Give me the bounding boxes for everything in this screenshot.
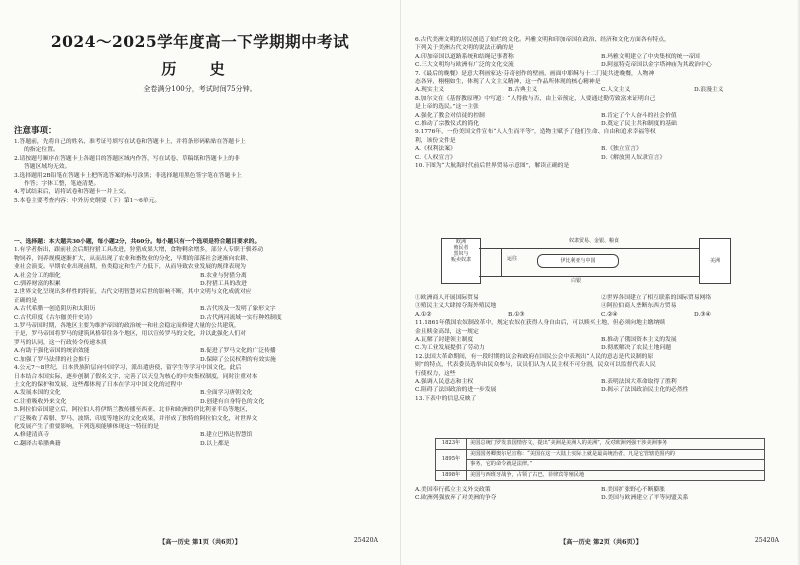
option: ①欧洲商人开展国际贸易	[415, 295, 479, 301]
option: B.全面学习唐朝文化	[200, 390, 253, 397]
diagram-bottom-arrow	[479, 276, 699, 277]
option: B.农业与狩猎分离	[200, 272, 247, 279]
question-text: 利，该份文件是	[415, 137, 456, 144]
option: B.①③	[508, 311, 525, 318]
question-text: 12.法国大革命期间，有一段时期的议会和政府在国民公会中表现出“人民的意志是代议制的原	[415, 353, 654, 360]
question-text: 9.1776年，一份美国文件宣布“人人生而平等”，造物主赋予了他们生命、自由和追求幸福等权	[415, 129, 656, 136]
diagram-vertical-line	[501, 248, 502, 276]
option: ③殖民主义大肆掠夺海外殖民地	[415, 303, 497, 310]
question-text: 土文化的保护和发展，这些都体现了日本在学习中国文化的过程中	[14, 381, 183, 388]
question-text: 5.阿拉伯帝国建立后，阿拉伯人将伊斯兰教传播至西亚、北非和欧洲的伊比利亚半岛等地区，	[14, 407, 252, 414]
option: D.美国与欧洲建立了平等同盟关系	[601, 495, 689, 502]
table-cell-text: 事务，它的命令就是法律。”	[467, 460, 765, 471]
option: B.促进了罗马文化的广泛传播	[200, 348, 276, 355]
question-text: 日本结合本国实际，逐步创制了假名文字，完善了以天皇为核心的中央集权制度，同时注重对本	[14, 373, 258, 380]
trade-diagram	[441, 236, 741, 288]
diagram-center-box: 伊比利亚与中国	[537, 254, 619, 268]
option-group	[14, 347, 386, 364]
option: C.注重吸收外来文化	[14, 398, 67, 405]
diagram-bottom-label: 白银	[570, 278, 581, 284]
exam-page-2	[400, 0, 800, 565]
option: C.为工业发展提供了劳动力	[415, 345, 485, 352]
option: A.美国奉行孤立主义外交政策	[415, 487, 491, 493]
diagram-europe-box: 欧洲 殖民者 黑奴与 贩卖奴隶	[441, 238, 481, 284]
diagram-america-box: 美洲	[699, 238, 731, 284]
note-line: 3.选择题用2B铅笔在答题卡上把所选答案的标号涂黑；非选择题用黑色签字笔在答题卡上	[14, 172, 242, 179]
question-text: 下列关于美洲古代文明的说法正确的是	[415, 45, 514, 52]
option-group	[415, 486, 787, 503]
option: D.彻底解决了农民土地问题	[601, 345, 672, 352]
option-group	[415, 311, 787, 319]
option-group	[415, 53, 787, 70]
question-text: 7.《最后的晚餐》是意大利画家达·芬奇创作的壁画，画面中耶稣与十二门徒共进晚餐，人物神	[415, 70, 655, 77]
option: C.三大文明均与欧洲有广泛的文化交流	[415, 62, 514, 69]
questions-left	[14, 238, 386, 448]
option: D.《解放黑人奴隶宣言》	[601, 154, 666, 161]
option: D.③④	[694, 311, 711, 318]
diagram-top-arrow	[479, 248, 699, 249]
option: D.揭示了法国政治民主化的必然性	[601, 387, 689, 394]
option-group	[415, 294, 787, 311]
footer-code: 25420A	[353, 537, 378, 544]
option: D.以上都是	[200, 440, 230, 447]
note-line: 的指定位置。	[24, 147, 59, 154]
option: B.推动了俄国资本主义的发展	[601, 337, 677, 344]
question-text: 业社会演变。早期农业出现前期，鱼类稳定和生产力低下，从而导致农业发展的规律表现为	[14, 264, 246, 271]
question-text: 6.古代美洲文明的居民创造了灿烂的文化。玛雅文明和印加帝国在政治、经济和文化方面各有特点，	[415, 37, 670, 43]
page-footer	[401, 537, 800, 547]
option: A.强调人民意志和主权	[415, 379, 474, 386]
diagram-center-line-label: 运往	[506, 256, 517, 262]
note-line: 1.答题前，先将自己的姓名、准考证号填写在试卷和答题卡上，并将条形码粘贴在答题卡上	[14, 139, 246, 145]
questions-right-mid	[415, 294, 787, 403]
option: C.驯养财富的积累	[14, 281, 61, 288]
option: C.②④	[601, 311, 618, 318]
option: ④阿拉伯商人垄断东西方贸易	[601, 303, 677, 310]
option: A.有助于强化帝国的统治效能	[14, 348, 90, 355]
note-line: 5.本卷主要考查内容：中外历史纲要（下）第1～6单元。	[14, 197, 161, 204]
option-group	[415, 145, 787, 162]
footer-page-label: 【高一历史 第1页（共6页）】	[159, 539, 241, 546]
option: A.现实主义	[415, 87, 445, 94]
question-text: 是上帝的选民。”这一主张	[415, 104, 479, 111]
question-text: 金且赎金高昂，这一规定	[415, 328, 479, 335]
note-line: 4.考试结束后，请将试卷和答题卡一并上交。	[14, 189, 130, 196]
option: D.奠定了民主共和制度的基础	[601, 121, 677, 128]
option-group	[14, 389, 386, 406]
footer-page-label: 【高一历史 第2页（共6页）】	[560, 539, 642, 546]
question-text: 罗马的认同，这一行政传令传递本质	[14, 339, 107, 346]
option: B.玛雅文明建立了中央集权的统一帝国	[601, 53, 700, 60]
option: B.建立巴格达智慧馆	[200, 432, 253, 439]
option-group	[415, 336, 787, 353]
option: A.发展本国的文化	[14, 390, 61, 397]
question-text: 1.有学者指出，跟前社会后期狩猎工具改进，狩猎成果大增，食物剩余增多，部分人专职于驯养动	[14, 247, 264, 254]
score-line: 全卷满分100分，考试时间75分钟。	[143, 85, 257, 93]
option: C.欧洲列强放弃了对美洲的争夺	[415, 495, 497, 502]
option: D.狩猎工具的改进	[200, 281, 247, 288]
question-text: 物饲养，饲养规模逐渐扩大，从而出现了农业和畜牧业的分化，早期的部落社会逐渐向农耕、	[14, 255, 252, 262]
option: ②世界各国建立了相互联系的国际贸易网络	[601, 295, 712, 301]
diagram-top-label: 奴隶贸易、金银、粮食	[568, 238, 619, 244]
option: C.推动了宗教仪式的简化	[415, 121, 480, 128]
table-row	[436, 439, 765, 450]
option: A.印加帝国以道路系统和结绳记事著称	[415, 53, 514, 60]
table-cell-text: 美国总统门罗发表国情咨文，提出“美洲是美洲人的美洲”，反对欧洲列强干涉美洲事务	[467, 439, 765, 450]
question-text: 8.加尔文在《基督教原理》中写道：“人得救与否，由上帝预定，人要通过勤劳致富来证明自己	[415, 95, 656, 102]
option-group	[14, 305, 386, 322]
option: C.阻碍了法国政治的进一步发展	[415, 387, 497, 394]
question-text: 行使权力，这些	[415, 370, 456, 377]
option-group	[415, 378, 787, 395]
option: B.表明法国大革命取得了胜利	[601, 379, 677, 386]
option: B.肯定了个人奋斗的社会价值	[601, 112, 677, 119]
questions-right-bottom	[415, 486, 787, 503]
option: B.美国扩张野心不断膨胀	[601, 487, 666, 493]
option: D.阿兹特克帝国以金字塔神庙为其政治中心	[601, 62, 712, 69]
question-text: 广泛吸收了希腊、罗马、波斯、印度等地区的文化成果，并形成了独特的阿拉伯文化，对世界文	[14, 415, 258, 422]
option: A.①②	[415, 311, 432, 318]
question-text: 2.世界文化呈现出多样性的特征，古代文明智慧对后世的影响不断，其中文明与文化成就对应	[14, 289, 252, 296]
table-row	[436, 449, 765, 460]
question-text: 于是，罗马帝国将罗马的建筑风格带往各个地区，用以宣传罗马的文化，并以此强化人们对	[14, 331, 246, 338]
note-line: 答题区域均无效。	[24, 164, 71, 171]
page-footer	[0, 537, 400, 547]
option: A.修建清真寺	[14, 432, 50, 439]
option: A.社会分工的细化	[14, 272, 61, 279]
option-group	[14, 431, 386, 448]
option: A.强化了教会对信徒的控制	[415, 112, 485, 119]
question-text: 正确的是	[14, 297, 38, 304]
note-line: 作答；字体工整，笔迹清楚。	[24, 181, 100, 188]
option: A.《权利法案》	[415, 146, 456, 153]
option: A.瓦解了封建领主制度	[415, 337, 474, 344]
question-text: 化发展产生了重要影响，下列选项能够体现这一特征的是	[14, 423, 159, 430]
option: C.人文主义	[601, 87, 631, 94]
option-group	[14, 272, 386, 289]
option: C.翻译古希腊典籍	[14, 440, 61, 447]
note-line: 2.请按题号顺序在答题卡上各题目的答题区域内作答，写在试卷、草稿纸和答题卡上的非	[14, 155, 240, 162]
question-text: 3.罗马帝国时期，各地区主要为维护帝国的政治统一和社会稳定而修建大量的公共建筑，	[14, 323, 240, 330]
question-text: 态各异，栩栩如生，体现了人文主义精神，这一作品所体现的核心精神是	[415, 79, 601, 86]
option: C.《人权宣言》	[415, 154, 456, 161]
option: A.古代希腊一创造阴历和太阳历	[14, 306, 96, 313]
option: B.古典主义	[508, 87, 538, 94]
question-text: 则”的特点，代表委员选举由民众参与，议员们认为人民主权不可分割，民众可以监督代表人民	[415, 362, 656, 369]
exam-title: 2024～2025学年度高一下学期期中考试	[50, 32, 350, 51]
question-text: 10.下图为“大航海时代前后世界贸易示意图”，解读正确的是	[415, 163, 570, 170]
question-text: 4.公元7～8世纪，日本贵族阶层向中国学习，派出遣唐使、留学生等学习中国文化，此后	[14, 365, 242, 372]
option: D.保障了公民权利的有效实施	[200, 356, 276, 363]
option-group	[415, 86, 787, 94]
question-text: 13.下表中的信息反映了	[415, 395, 477, 402]
option: B.古代埃及一发明了象形文字	[200, 306, 276, 313]
option: C.古代印度《古尔伽美什史诗》	[14, 314, 96, 321]
table-cell-year: 1898年	[436, 470, 467, 481]
footer-code: 25420A	[754, 537, 779, 544]
exam-subject: 历 史	[161, 60, 239, 78]
option-group	[415, 112, 787, 129]
table-row	[436, 460, 765, 471]
notes-heading: 注意事项：	[14, 126, 57, 136]
history-table	[435, 438, 765, 481]
option: D.创建有自身特色的文化	[200, 398, 265, 405]
question-text: 11.1861年俄国农奴制改革中，规定农奴在获得人身自由后，可以赎买土地，但必须向地主缴纳赎	[415, 320, 666, 327]
option: C.加强了罗马法律的社会推行	[14, 356, 90, 363]
questions-right-top	[415, 36, 787, 171]
table-cell-text: 美国与西班牙战争，占领了古巴、菲律宾等殖民地	[467, 470, 765, 481]
option: D.浪漫主义	[694, 87, 724, 94]
notes-list	[14, 138, 386, 205]
option: B.《独立宣言》	[601, 146, 642, 153]
table-cell-text: 美国国务卿奥尔尼宣称：“美国在这一大陆上实际上就是最高统治者，凡是它管辖范围内的	[467, 449, 765, 460]
table-cell-year: 1895年	[436, 449, 467, 470]
option: D.古代两河流域一实行种姓制度	[200, 314, 282, 321]
section-heading: 一、选择题：本大题共30小题，每小题2分，共60分。每小题只有一个选项是符合题目要求的。	[14, 239, 261, 245]
table-row	[436, 470, 765, 481]
table-cell-year: 1823年	[436, 439, 467, 450]
